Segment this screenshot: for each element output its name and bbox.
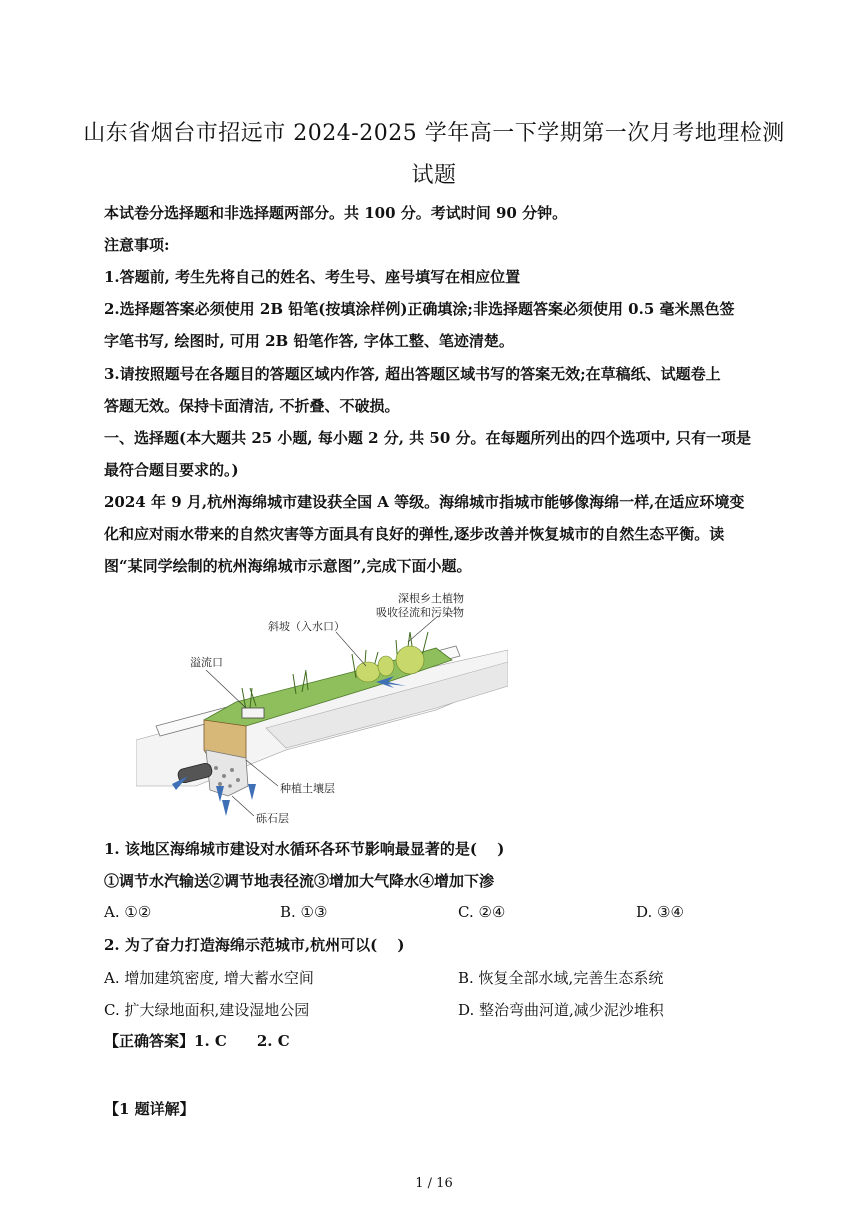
q2-option-b: B. 恢复全部水域,完善生态系统: [458, 969, 664, 987]
q2-option-c: C. 扩大绿地面积,建设湿地公园: [104, 1001, 310, 1019]
page-number: 1 / 16: [415, 1176, 453, 1191]
page-title-continued: 试题: [411, 163, 457, 188]
label-absorb-runoff: 吸收径流和污染物: [376, 606, 464, 619]
q2-option-d: D. 整治弯曲河道,减少泥沙堆积: [458, 1001, 664, 1019]
q2-option-a: A. 增加建筑密度, 增大蓄水空间: [104, 969, 314, 987]
passage-line-3: 图“某同学绘制的杭州海绵城市示意图”,完成下面小题。: [104, 557, 472, 575]
notice-item-2: 2.选择题答案必须使用 2B 铅笔(按填涂样例)正确填涂;非选择题答案必须使用 0.5 毫米黑色签: [104, 300, 735, 318]
label-gravel-layer: 砾石层: [256, 812, 289, 825]
label-soil-layer: 种植土壤层: [280, 782, 335, 795]
question-2-options-row-2: [104, 999, 764, 1019]
overflow-inlet: [242, 708, 264, 718]
gravel-layer-section: [206, 750, 248, 796]
passage-line-2: 化和应对雨水带来的自然灾害等方面具有良好的弹性,逐步改善并恢复城市的自然生态平衡。读: [104, 525, 725, 543]
label-slope-inlet: 斜坡（入水口）: [268, 620, 345, 633]
q1-option-c: C. ②④: [458, 903, 506, 921]
passage-line-1: 2024 年 9 月,杭州海绵城市建设获全国 A 等级。海绵城市指城市能够像海绵一样,在适应环境变: [104, 493, 745, 511]
q1-option-b: B. ①③: [280, 903, 328, 921]
section-heading-cont: 最符合题目要求的。): [104, 461, 239, 479]
detail-heading: 【1 题详解】: [104, 1100, 195, 1118]
notice-item-1: 1.答题前, 考生先将自己的姓名、考生号、座号填写在相应位置: [104, 268, 521, 286]
page-title: 山东省烟台市招远市 2024-2025 学年高一下学期第一次月考地理检测: [83, 121, 785, 146]
label-overflow: 溢流口: [190, 656, 223, 669]
question-1-options: [104, 903, 764, 923]
q1-option-a: A. ①②: [104, 903, 152, 921]
notice-item-3-cont: 答题无效。保持卡面清洁, 不折叠、不破损。: [104, 397, 400, 415]
question-2-options-row-1: [104, 967, 764, 987]
notice-heading: 注意事项:: [104, 236, 170, 254]
q1-option-d: D. ③④: [636, 903, 684, 921]
notice-item-3: 3.请按照题号在各题目的答题区域内作答, 超出答题区域书写的答案无效;在草稿纸、试题卷上: [104, 365, 721, 383]
sponge-city-figure: [136, 590, 508, 830]
correct-answer: 【正确答案】1. C 2. C: [104, 1032, 290, 1050]
section-heading: 一、选择题(本大题共 25 小题, 每小题 2 分, 共 50 分。在每题所列出的四个选项中, 只有一项是: [104, 429, 751, 447]
exam-intro: 本试卷分选择题和非选择题两部分。共 100 分。考试时间 90 分钟。: [104, 204, 568, 222]
label-deep-root-plants: 深根乡土植物: [398, 592, 464, 605]
question-1-choices: ①调节水汽输送②调节地表径流③增加大气降水④增加下渗: [104, 872, 495, 890]
question-2-stem: 2. 为了奋力打造海绵示范城市,杭州可以( ): [104, 936, 405, 954]
notice-item-2-cont: 字笔书写, 绘图时, 可用 2B 铅笔作答, 字体工整、笔迹清楚。: [104, 332, 514, 350]
question-1-stem: 1. 该地区海绵城市建设对水循环各环节影响最显著的是( ): [104, 840, 505, 858]
